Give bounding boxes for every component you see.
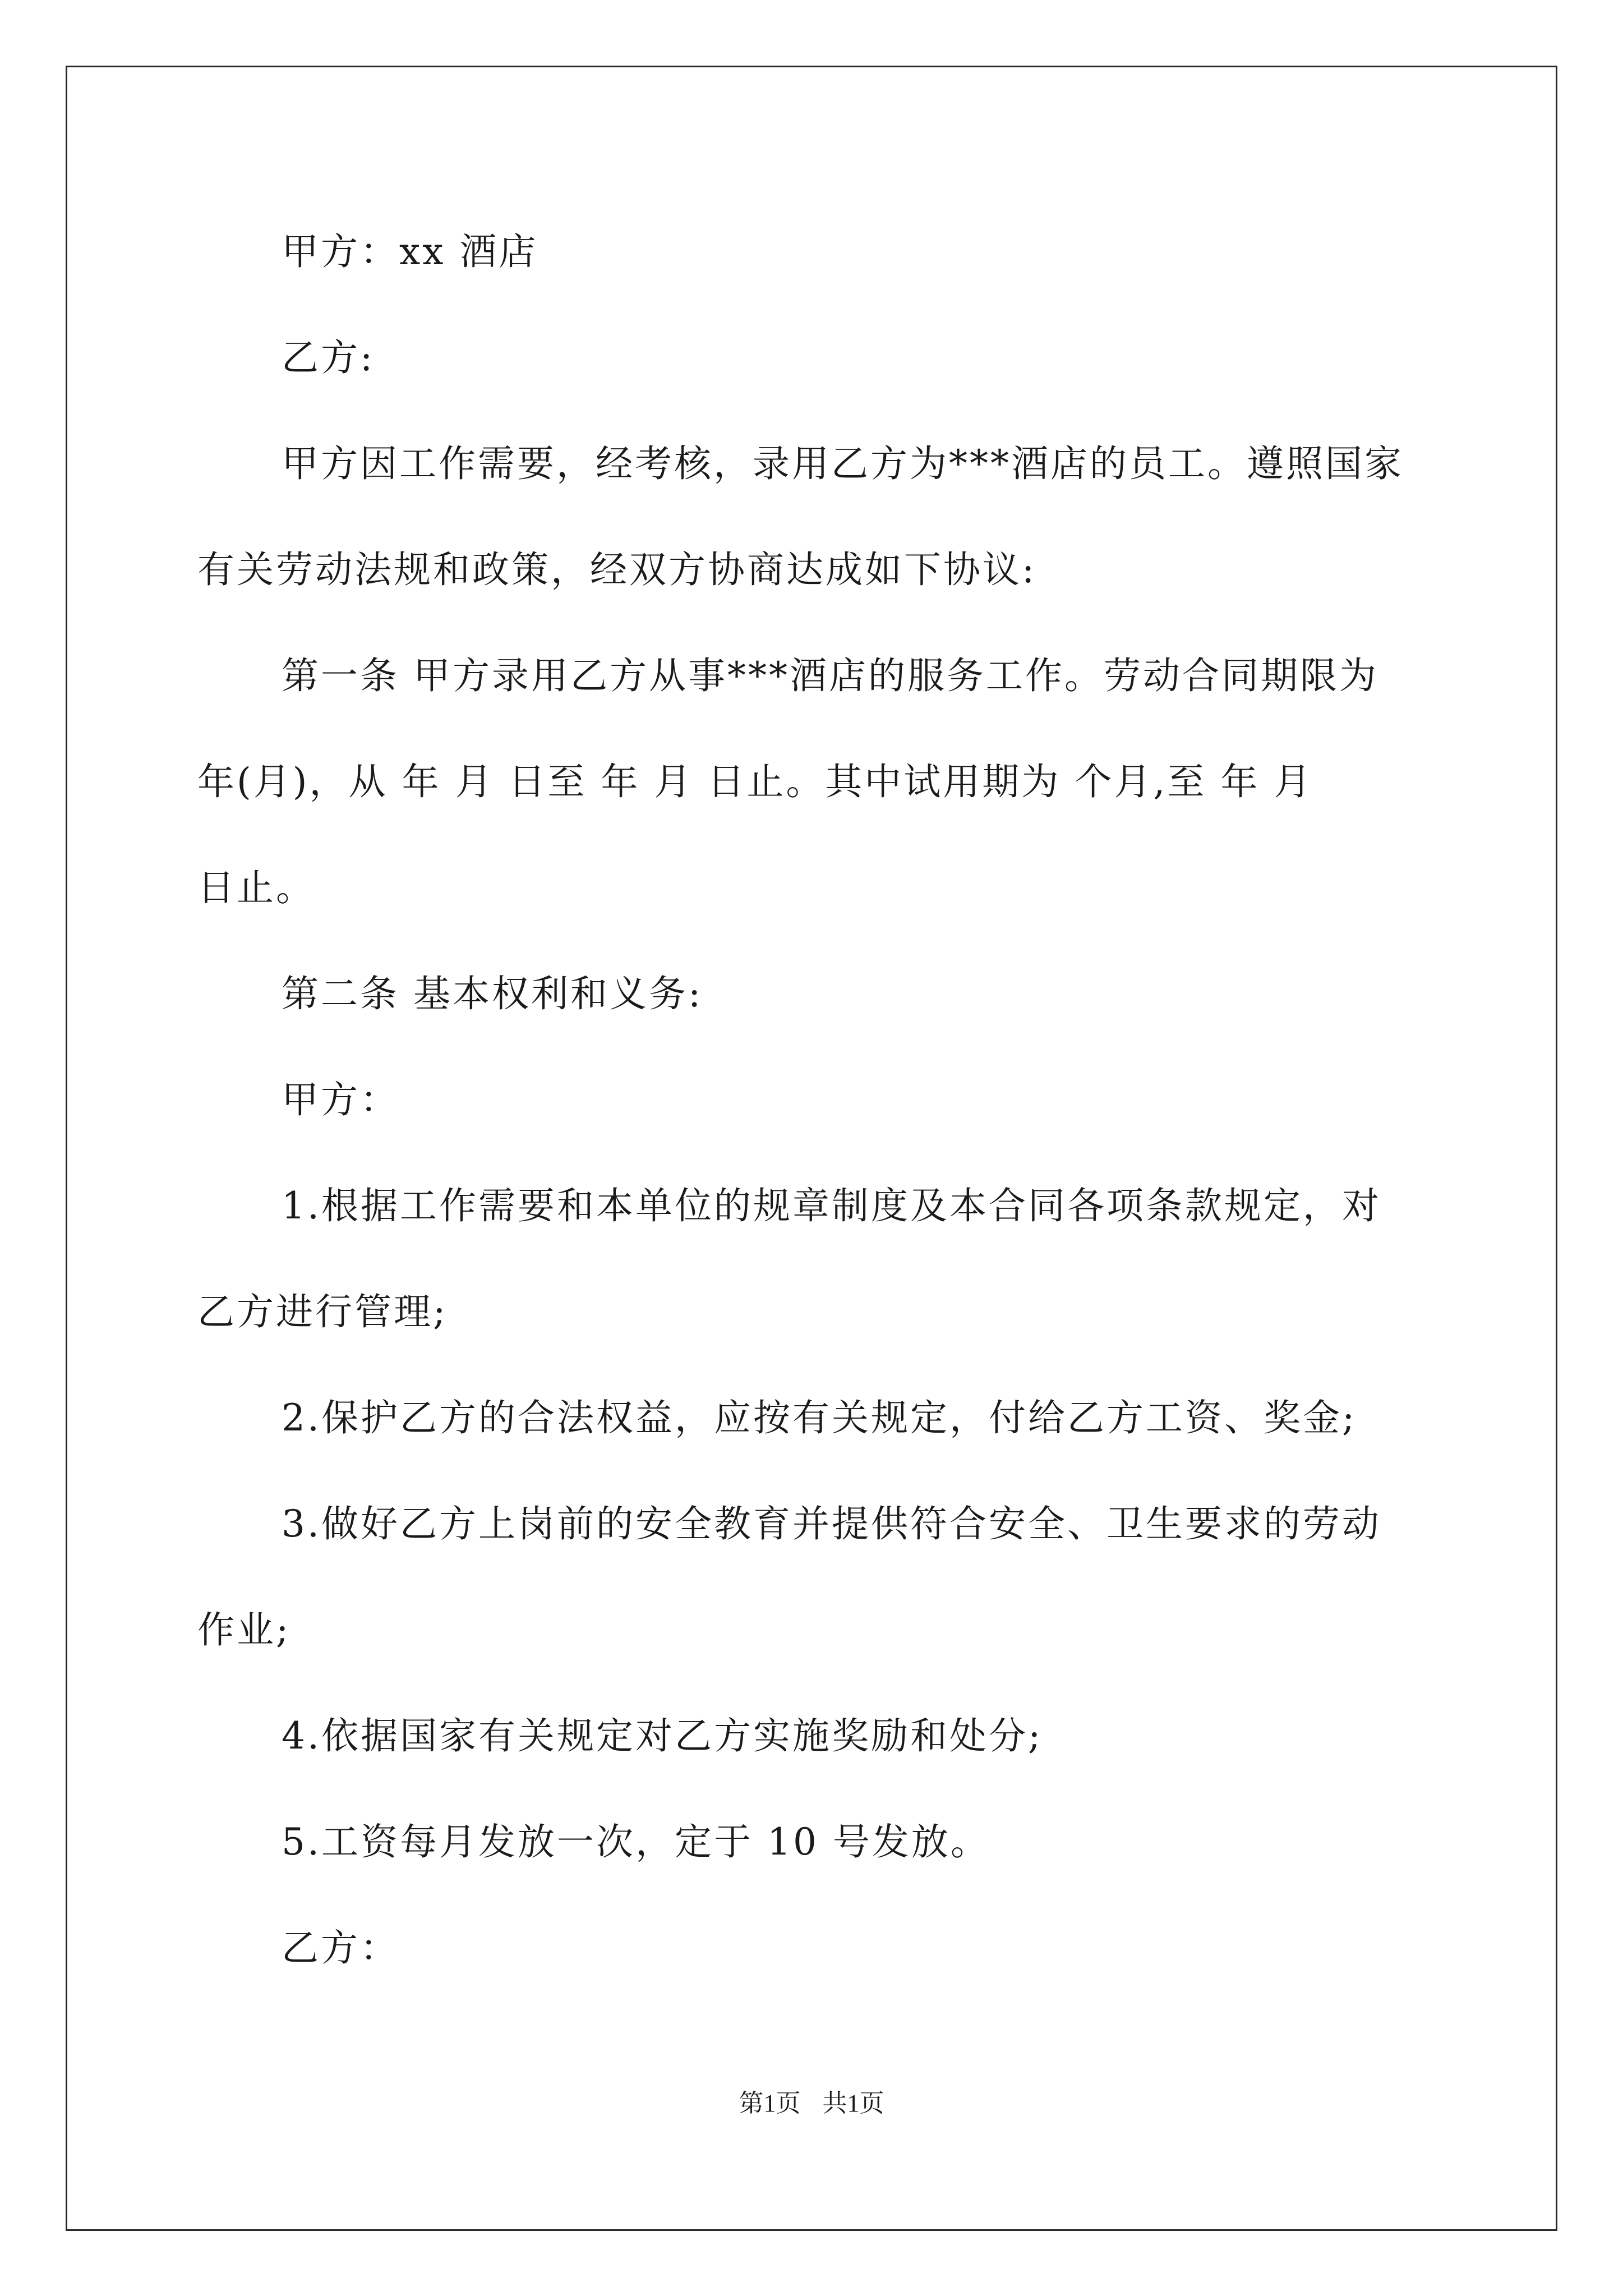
article-2-heading: 第二条 基本权利和义务: [282,972,703,1015]
page-total: 共1页 [822,2090,884,2117]
page-border [66,66,1557,2231]
party-b-line: 乙方: [282,336,375,379]
article-1-line-2: 年(月)，从 年 月 日至 年 月 日止。其中试用期为 个月,至 年 月 [197,760,1313,803]
party-a-line: 甲方：xx 酒店 [282,230,538,273]
duty-5-line: 5.工资每月发放一次，定于 10 号发放。 [282,1820,990,1864]
preamble-line-2: 有关劳动法规和政策，经双方协商达成如下协议: [197,548,1037,591]
duty-4-line: 4.依据国家有关规定对乙方实施奖励和处分; [282,1714,1043,1757]
article-1-line-3: 日止。 [197,866,315,909]
preamble-line-1: 甲方因工作需要，经考核，录用乙方为***酒店的员工。遵照国家 [282,442,1404,485]
duty-1-line-1: 1.根据工作需要和本单位的规章制度及本合同各项条款规定，对 [282,1184,1381,1227]
party-b-duties-heading: 乙方： [282,1926,399,1970]
page-footer [0,2088,1623,2119]
article-1-line-1: 第一条 甲方录用乙方从事***酒店的服务工作。劳动合同期限为 [282,654,1378,697]
duty-3-line-1: 3.做好乙方上岗前的安全教育并提供符合安全、卫生要求的劳动 [282,1502,1381,1545]
party-a-duties-heading: 甲方： [282,1078,399,1121]
duty-1-line-2: 乙方进行管理; [197,1290,448,1333]
duty-2-line: 2.保护乙方的合法权益，应按有关规定，付给乙方工资、奖金; [282,1396,1357,1439]
duty-3-line-2: 作业; [197,1608,291,1651]
page-number: 第1页 [739,2090,801,2117]
